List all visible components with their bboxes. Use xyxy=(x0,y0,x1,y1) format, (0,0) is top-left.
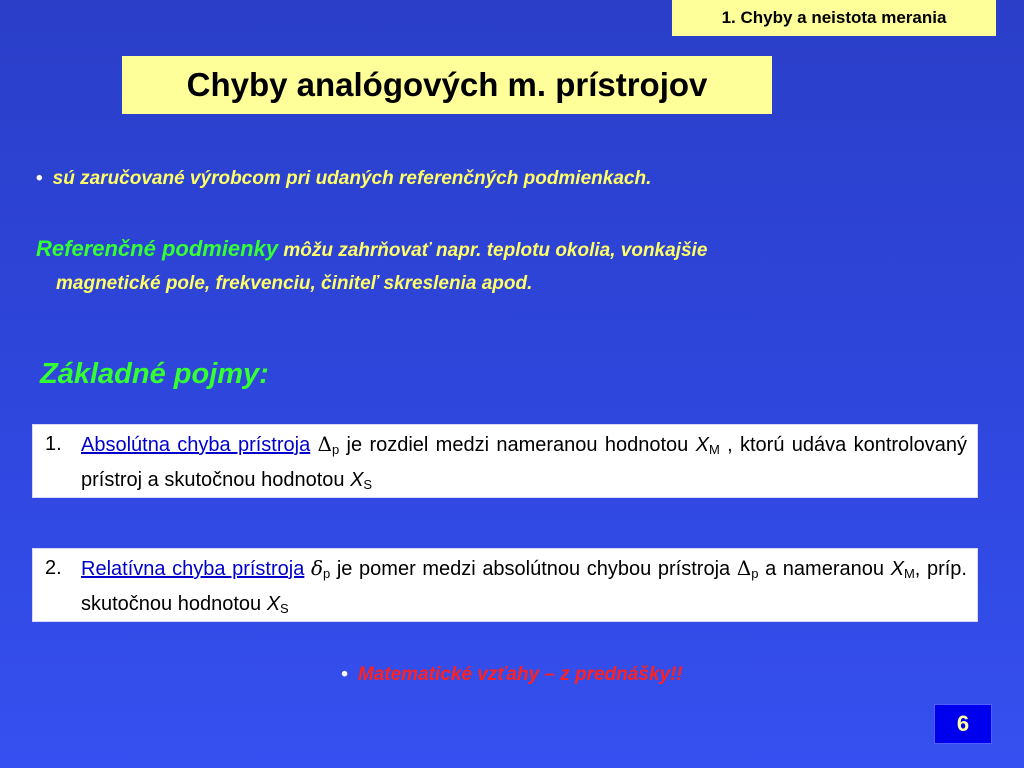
true-value-sub: S xyxy=(363,477,373,492)
true-value-var: X xyxy=(266,593,281,615)
definition-number: 2. xyxy=(45,557,62,579)
small-delta-subscript: p xyxy=(323,566,331,581)
definition-text-b: , ktorú udáva kontrolovaný prístroj a skutočnou hodnotou xyxy=(81,434,967,491)
delta-subscript: p xyxy=(751,566,759,581)
basic-concepts-heading: Základné pojmy: xyxy=(40,358,269,390)
measured-value-sub: M xyxy=(708,442,720,457)
definition-absolute-error xyxy=(32,424,978,498)
definition-text-a: je pomer medzi absolútnou chybou prístroja xyxy=(330,558,737,580)
absolute-error-term: Absolútna chyba prístroja xyxy=(81,434,311,456)
reference-conditions-term: Referenčné podmienky xyxy=(36,236,279,261)
footer-note-text: Matematické vzťahy – z prednášky!! xyxy=(357,664,683,685)
definition-text-a: je rozdiel medzi nameranou hodnotou xyxy=(339,434,696,456)
measured-value-var: X xyxy=(695,434,709,456)
true-value-var: X xyxy=(350,469,364,491)
section-tag: 1. Chyby a neistota merania xyxy=(672,0,996,36)
definition-relative-error xyxy=(32,548,978,622)
bullet-dot: • xyxy=(36,168,43,189)
definition-number: 1. xyxy=(45,433,62,455)
relative-error-term: Relatívna chyba prístroja xyxy=(81,558,305,580)
small-delta-symbol: δ xyxy=(310,556,324,580)
reference-conditions-paragraph xyxy=(36,232,978,300)
definition-text-c: , príp. skutočnou hodnotou xyxy=(81,558,967,615)
bullet-warranty-text: sú zaručované výrobcom pri udaných referenčných podmienkach. xyxy=(52,168,652,189)
reference-conditions-text-1: môžu zahrňovať napr. teplotu okolia, vonkajšie xyxy=(283,240,708,261)
footer-note xyxy=(0,664,1024,686)
bullet-dot: • xyxy=(341,664,348,685)
delta-symbol: Δ xyxy=(317,432,332,456)
delta-symbol: Δ xyxy=(736,556,752,580)
measured-value-sub: M xyxy=(903,566,915,581)
definition-text-b: a nameranou xyxy=(758,558,891,580)
page-number: 6 xyxy=(934,704,992,744)
reference-conditions-text-2: magnetické pole, frekvenciu, činiteľ skreslenia apod. xyxy=(56,273,533,294)
bullet-warranty xyxy=(36,168,986,190)
delta-subscript: p xyxy=(332,442,340,457)
true-value-sub: S xyxy=(280,601,289,616)
measured-value-var: X xyxy=(890,558,904,580)
slide-title: Chyby analógových m. prístrojov xyxy=(122,56,772,114)
